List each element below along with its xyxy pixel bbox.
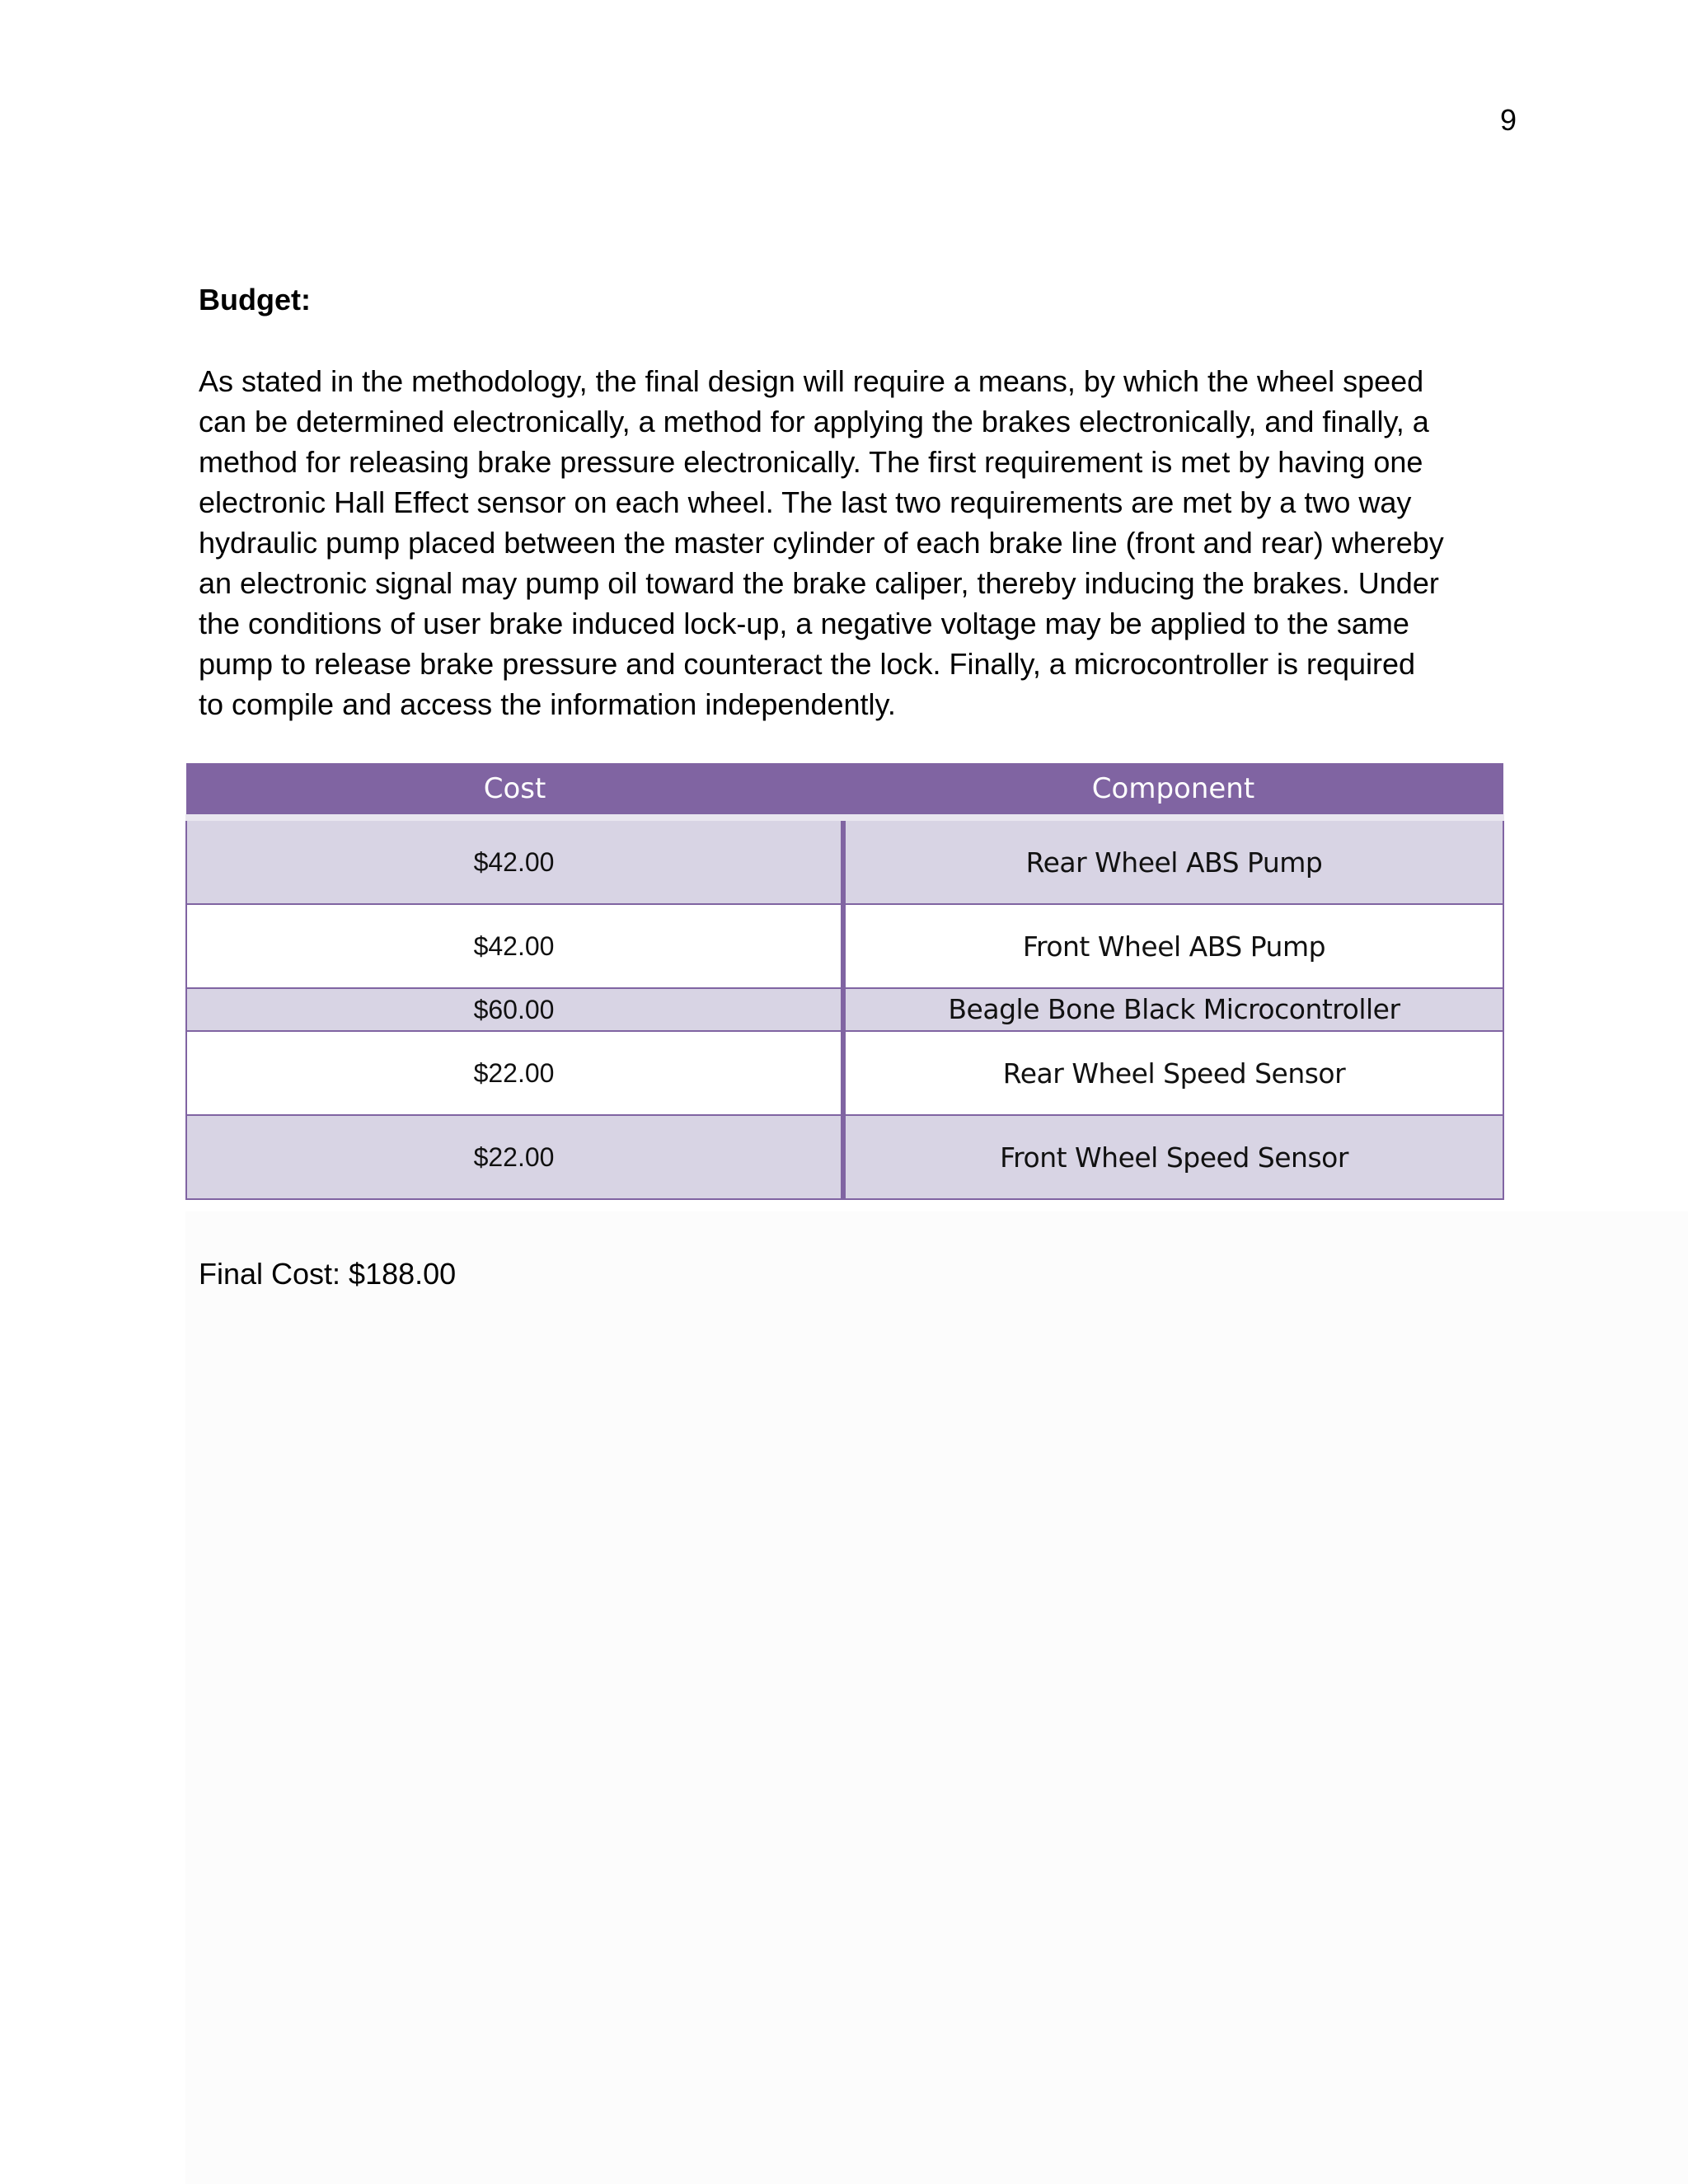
column-header-cost: Cost [186,763,843,818]
component-cell: Front Wheel Speed Sensor [843,1115,1503,1199]
table-row [186,818,1503,904]
paragraph-line: to compile and access the information independently. [199,687,896,721]
paragraph-line: hydraulic pump placed between the master cylinder of each brake line (front and rear) whereby [199,526,1444,560]
paragraph-line: pump to release brake pressure and counteract the lock. Finally, a microcontroller is required [199,647,1416,681]
component-cell: Rear Wheel Speed Sensor [843,1031,1503,1115]
cost-cell: $60.00 [186,988,843,1031]
paragraph-line: As stated in the methodology, the final design will require a means, by which the wheel speed [199,364,1424,398]
budget-paragraph [199,361,1509,724]
table-row [186,1031,1503,1115]
cost-cell: $22.00 [186,1031,843,1115]
section-heading: Budget: [199,283,311,316]
table-row [186,1115,1503,1199]
cost-cell: $22.00 [186,1115,843,1199]
component-cell: Front Wheel ABS Pump [843,904,1503,988]
budget-table [185,763,1504,1200]
table-header-row [186,763,1503,818]
component-cell: Beagle Bone Black Microcontroller [843,988,1503,1031]
page-background-shade [185,1212,1688,2184]
paragraph-line: can be determined electronically, a method for applying the brakes electronically, and finally, a [199,405,1429,438]
cost-cell: $42.00 [186,818,843,904]
cost-cell: $42.00 [186,904,843,988]
paragraph-line: method for releasing brake pressure electronically. The first requirement is met by having one [199,445,1423,479]
final-cost-total: Final Cost: $188.00 [199,1257,457,1291]
table-row [186,988,1503,1031]
paragraph-line: an electronic signal may pump oil toward the brake caliper, thereby inducing the brakes. Under [199,566,1439,600]
column-header-component: Component [843,763,1503,818]
paragraph-line: electronic Hall Effect sensor on each wheel. The last two requirements are met by a two way [199,485,1412,519]
paragraph-line: the conditions of user brake induced lock-up, a negative voltage may be applied to the same [199,607,1409,640]
component-cell: Rear Wheel ABS Pump [843,818,1503,904]
table-row [186,904,1503,988]
page-number: 9 [1499,103,1517,137]
